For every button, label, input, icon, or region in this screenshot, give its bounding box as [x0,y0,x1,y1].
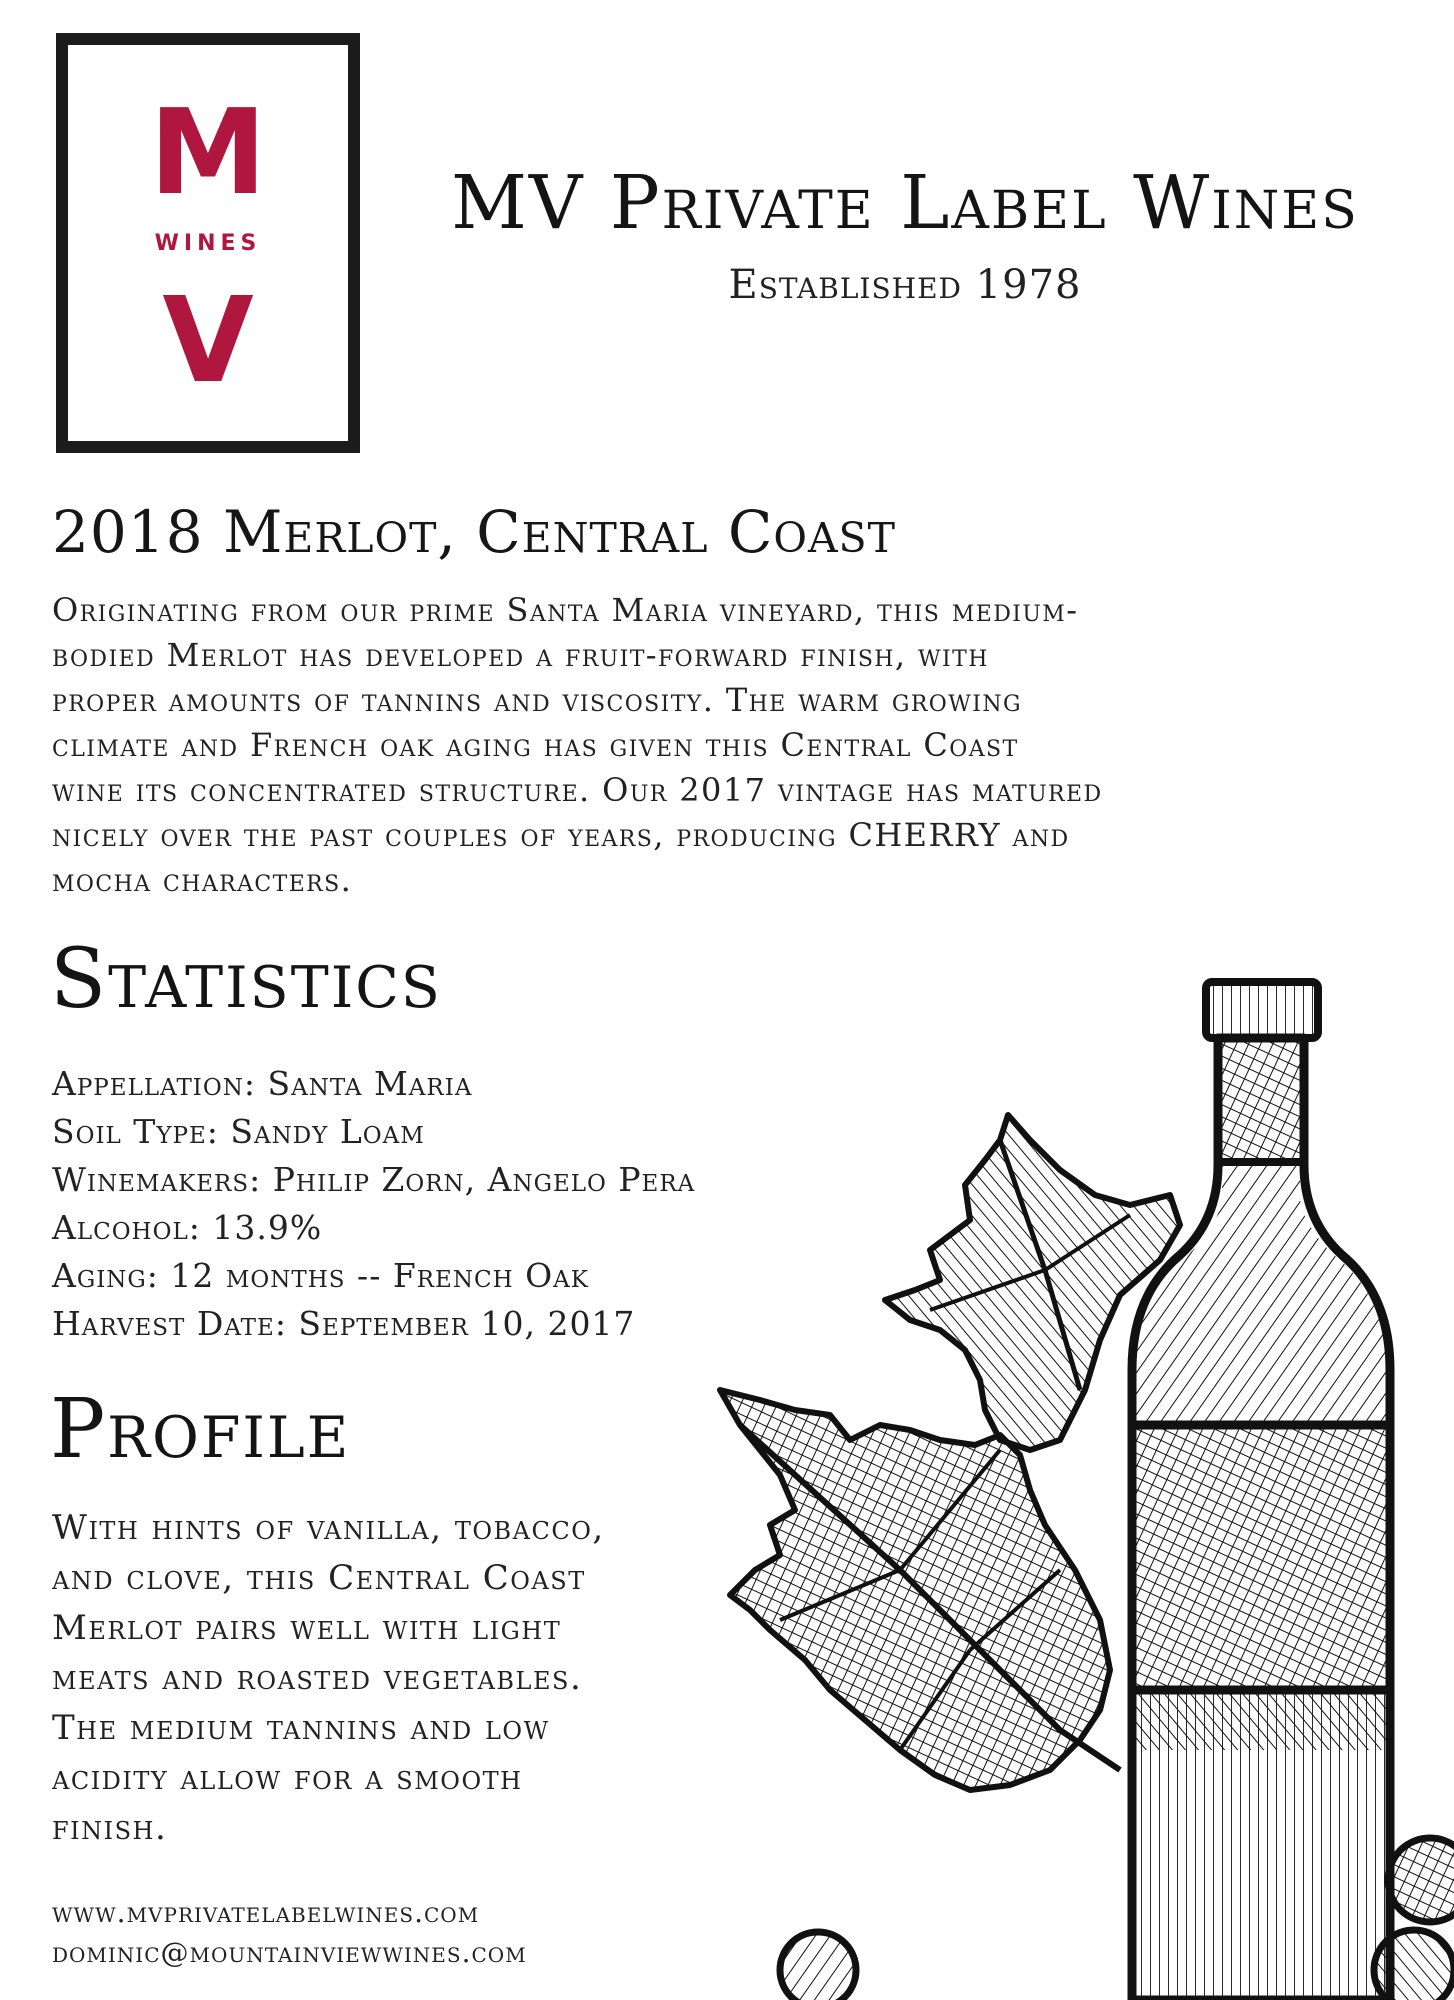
wine-bottle-illustration [700,970,1454,2000]
logo-letter-v: V [162,271,254,409]
company-name: MV Private Label Wines [451,160,1359,246]
established-date: Established 1978 [728,262,1082,308]
description-line: wine its concentrated structure. Our 2017 vintage has matured [52,771,1103,809]
brand-logo [56,33,360,453]
statistics-heading: Statistics [50,932,442,1027]
wine-bottle [1132,982,1390,2000]
stat-alcohol: Alcohol: 13.9% [52,1208,323,1247]
contact-block [52,1893,527,1973]
logo-word: WINES [154,231,262,256]
wine-title: 2018 Merlot, Central Coast [52,498,896,566]
stat-aging: Aging: 12 months -- French Oak [52,1256,589,1295]
profile-line: With hints of vanilla, tobacco, [52,1508,605,1548]
stat-winemakers: Winemakers: Philip Zorn, Angelo Pera [52,1160,696,1199]
profile-line: and clove, this Central Coast [52,1558,586,1598]
wine-description [52,588,1202,903]
profile-heading: Profile [50,1382,351,1477]
logo-letter-m: M [149,83,267,221]
profile-line: Merlot pairs well with light [52,1608,562,1648]
website-link[interactable]: www.mvprivatelabelwines.com [52,1896,480,1929]
grape-leaf-front [720,1390,1120,1790]
description-line: proper amounts of tannins and viscosity. The warm growing [52,681,1022,719]
profile-line: finish. [52,1808,168,1848]
description-line: climate and French oak aging has given this Central Coast [52,726,1019,764]
stat-soil-type: Soil Type: Sandy Loam [52,1112,425,1151]
email-link[interactable]: dominic@mountainviewwines.com [52,1936,527,1969]
stat-appellation: Appellation: Santa Maria [52,1064,473,1103]
description-line: nicely over the past couples of years, producing CHERRY and [52,816,1070,854]
description-line: Originating from our prime Santa Maria vineyard, this medium- [52,591,1079,629]
profile-line: meats and roasted vegetables. [52,1658,583,1698]
stat-harvest-date: Harvest Date: September 10, 2017 [52,1304,636,1343]
profile-line: The medium tannins and low [52,1708,550,1748]
profile-text [52,1503,712,1853]
profile-line: acidity allow for a smooth [52,1758,523,1798]
description-line: mocha characters. [52,861,353,899]
description-line: bodied Merlot has developed a fruit-forward finish, with [52,636,989,674]
statistics-list [52,1060,695,1348]
